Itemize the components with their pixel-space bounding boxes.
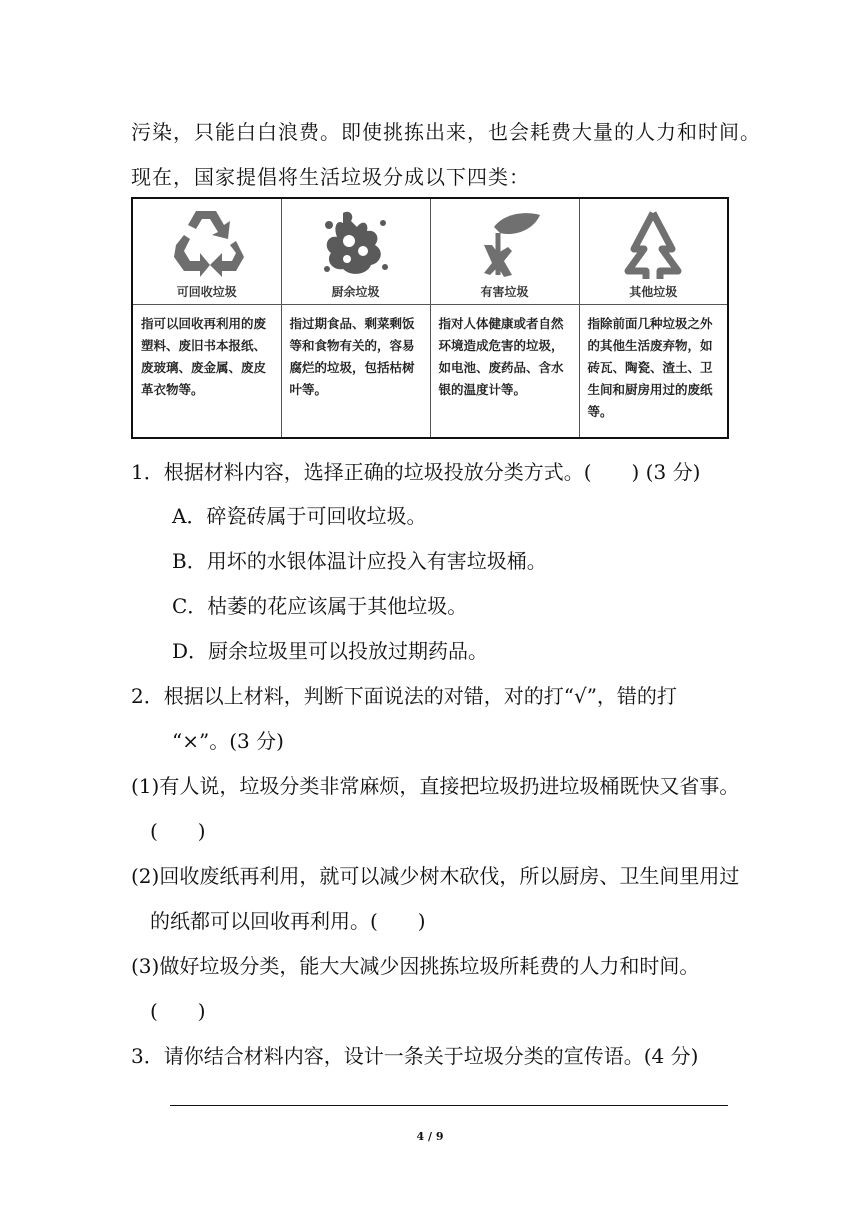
statement-2-continuation[interactable]: 的纸都可以回收再利用。( ) (150, 909, 426, 933)
intro-line-2: 现在，国家提倡将生活垃圾分成以下四类： (131, 165, 530, 189)
page-number: 4 / 9 (416, 1130, 444, 1143)
recycle-icon (166, 205, 248, 285)
other-icon-cell (579, 198, 728, 305)
other-description: 指除前面几种垃圾之外的其他生活废弃物，如砖瓦、陶瓷、渣土、卫生间和厨房用过的废纸等。 (587, 316, 713, 419)
statement-2: (2)回收废纸再利用，就可以减少树木砍伐，所以厨房、卫生间里用过 (131, 864, 740, 888)
intro-line-1: 污染，只能白白浪费。即使挑拣出来，也会耗费大量的人力和时间。 (131, 120, 761, 144)
hazardous-description: 指对人体健康或者自然环境造成危害的垃圾，如电池、废药品、含水银的温度计等。 (438, 316, 564, 397)
other-waste-icon (612, 205, 694, 285)
hazardous-label: 有害垃圾 (480, 285, 529, 299)
kitchen-label: 厨余垃圾 (331, 285, 380, 299)
recyclable-label: 可回收垃圾 (176, 285, 237, 299)
statement-1-answer-blank[interactable]: ( ) (150, 819, 206, 843)
kitchen-description: 指过期食品、剩菜剩饭等和食物有关的，容易腐烂的垃圾，包括枯树叶等。 (289, 316, 415, 397)
hazardous-icon-cell (430, 198, 579, 305)
answer-line[interactable] (170, 1105, 728, 1106)
question-1-option-c: C．枯萎的花应该属于其他垃圾。 (172, 594, 468, 618)
question-2-stem-line-2: “×”。(3 分) (172, 729, 284, 753)
hazardous-icon (464, 205, 546, 285)
waste-category-table (131, 197, 729, 439)
statement-3-answer-blank[interactable]: ( ) (150, 999, 206, 1023)
kitchen-icon-cell (281, 198, 430, 305)
question-1-option-d: D．厨余垃圾里可以投放过期药品。 (172, 639, 489, 663)
other-label: 其他垃圾 (629, 285, 678, 299)
question-3-stem: 3．请你结合材料内容，设计一条关于垃圾分类的宣传语。(4 分) (131, 1044, 699, 1068)
recyclable-description: 指可以回收再利用的废塑料、废旧书本报纸、废玻璃、废金属、废皮革衣物等。 (141, 316, 267, 397)
question-1-option-b: B．用坏的水银体温计应投入有害垃圾桶。 (172, 549, 547, 573)
statement-1: (1)有人说，垃圾分类非常麻烦，直接把垃圾扔进垃圾桶既快又省事。 (131, 774, 740, 798)
question-2-stem-line-1: 2．根据以上材料，判断下面说法的对错，对的打“√”，错的打 (131, 684, 677, 708)
question-1-stem: 1．根据材料内容，选择正确的垃圾投放分类方式。( ) (3 分) (131, 460, 701, 484)
statement-3: (3)做好垃圾分类，能大大减少因挑拣垃圾所耗费的人力和时间。 (131, 954, 700, 978)
food-waste-icon (315, 205, 397, 285)
recyclable-icon-cell (132, 198, 281, 305)
question-1-option-a: A．碎瓷砖属于可回收垃圾。 (172, 504, 427, 528)
